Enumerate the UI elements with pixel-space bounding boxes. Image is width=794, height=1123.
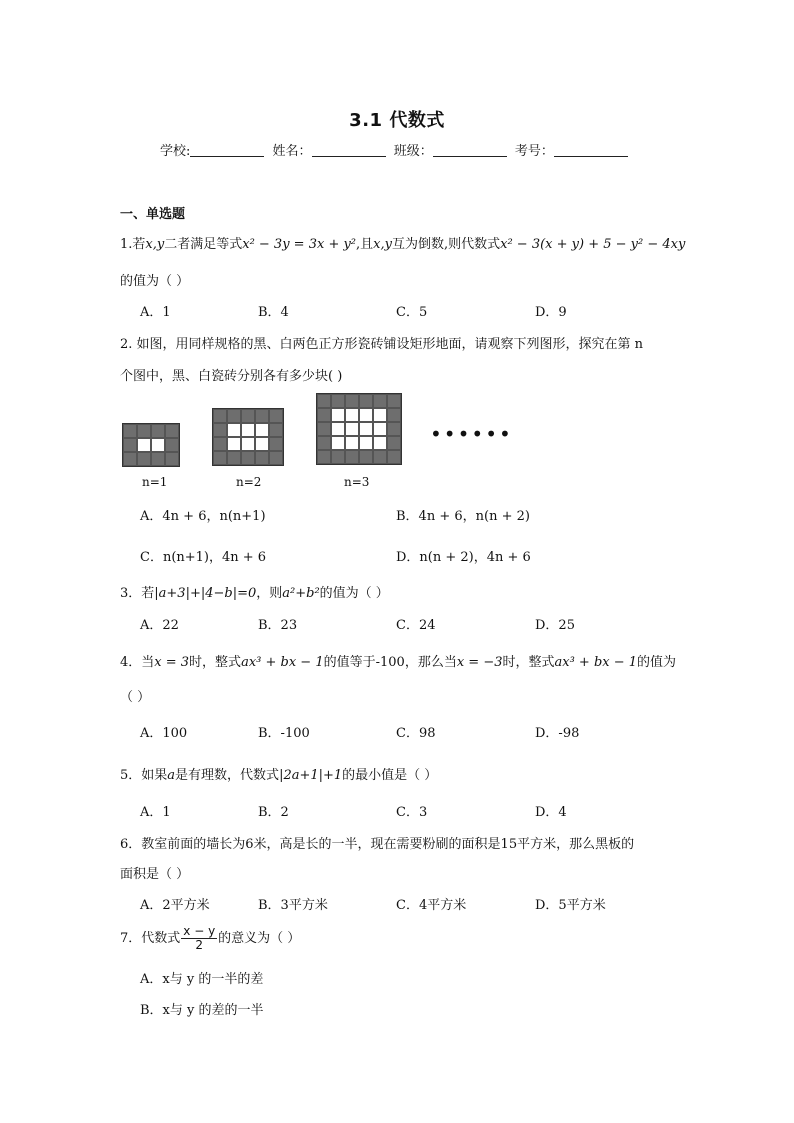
section-heading: 一、单选题 — [120, 207, 186, 222]
black-tile — [123, 452, 137, 466]
tile-figure-n1 — [122, 423, 180, 467]
fraction-numerator: x − y — [183, 924, 216, 938]
white-tile — [241, 437, 255, 451]
black-tile — [151, 452, 165, 466]
q2-option-c[interactable]: C．n(n+1)，4n + 6 — [140, 550, 267, 565]
black-tile — [165, 438, 179, 452]
black-tile — [345, 394, 359, 408]
black-tile — [387, 436, 401, 450]
black-tile — [165, 452, 179, 466]
q7-option-a[interactable]: A．x与 y 的一半的差 — [140, 972, 264, 987]
q4-text: 的值等于-100，那么当 — [323, 655, 457, 670]
q1-var: x,y — [373, 237, 392, 252]
q3-option-c[interactable]: C．24 — [396, 618, 436, 633]
q5-text: 是有理数，代数式 — [175, 768, 280, 783]
black-tile — [331, 450, 345, 464]
black-tile — [317, 408, 331, 422]
q4-option-d[interactable]: D．-98 — [535, 726, 580, 741]
continuation-dots: •••••• — [430, 422, 513, 446]
black-tile — [331, 394, 345, 408]
black-tile — [151, 424, 165, 438]
white-tile — [331, 422, 345, 436]
q1-text: 1.若 — [120, 237, 146, 252]
fraction-denominator: 2 — [195, 938, 204, 952]
q1-option-c[interactable]: C．5 — [396, 305, 428, 320]
q5-option-c[interactable]: C．3 — [396, 805, 428, 820]
black-tile — [213, 423, 227, 437]
black-tile — [213, 451, 227, 465]
question-4-stem — [120, 651, 676, 670]
white-tile — [359, 436, 373, 450]
q7-text: 的意义为（ ） — [218, 931, 301, 946]
black-tile — [317, 394, 331, 408]
black-tile — [373, 450, 387, 464]
white-tile — [227, 437, 241, 451]
black-tile — [387, 394, 401, 408]
q4-expression: ax³ + bx − 1 — [554, 655, 638, 670]
number-label: 考号： — [514, 144, 554, 159]
question-1-stem — [120, 233, 685, 252]
q4-condition: x = 3 — [154, 655, 190, 670]
question-3-stem — [120, 582, 389, 601]
q2-option-a[interactable]: A．4n + 6，n(n+1) — [140, 509, 266, 524]
black-tile — [255, 451, 269, 465]
q5-option-a[interactable]: A．1 — [140, 805, 171, 820]
q6-option-b[interactable]: B．3平方米 — [258, 898, 328, 913]
white-tile — [227, 423, 241, 437]
white-tile — [255, 437, 269, 451]
black-tile — [227, 409, 241, 423]
q5-var: a — [167, 768, 176, 783]
black-tile — [241, 451, 255, 465]
q1-expression: x² − 3(x + y) + 5 − y² − 4xy — [500, 237, 686, 252]
q4-expression: ax³ + bx − 1 — [241, 655, 324, 670]
question-2-stem: 2. 如图，用同样规格的黑、白两色正方形瓷砖铺设矩形地面，请观察下列图形，探究在第 n — [120, 337, 644, 352]
q1-text: 二者满足等式 — [164, 237, 243, 252]
q4-condition: x = −3 — [456, 655, 503, 670]
white-tile — [151, 438, 165, 452]
q5-text: 的最小值是（ ） — [342, 768, 438, 783]
page-title: 3.1 代数式 — [349, 110, 445, 131]
white-tile — [331, 408, 345, 422]
black-tile — [345, 450, 359, 464]
black-tile — [213, 437, 227, 451]
black-tile — [269, 423, 283, 437]
black-tile — [387, 450, 401, 464]
white-tile — [331, 436, 345, 450]
q4-option-c[interactable]: C．98 — [396, 726, 436, 741]
q5-expression: |2a+1|+1 — [279, 768, 343, 783]
white-tile — [241, 423, 255, 437]
question-2-stem-2: 个图中，黑、白瓷砖分别各有多少块( ) — [120, 369, 343, 384]
q4-option-a[interactable]: A．100 — [140, 726, 188, 741]
question-4-stem-2: （ ） — [120, 690, 151, 705]
q6-option-c[interactable]: C．4平方米 — [396, 898, 467, 913]
q1-equation: x² − 3y = 3x + y² — [242, 237, 357, 252]
q1-text: ,且 — [356, 237, 374, 252]
q1-option-d[interactable]: D．9 — [535, 305, 567, 320]
black-tile — [213, 409, 227, 423]
q5-text: 5．如果 — [120, 768, 168, 783]
black-tile — [123, 438, 137, 452]
school-label: 学校: — [160, 144, 191, 159]
q3-option-a[interactable]: A．22 — [140, 618, 179, 633]
black-tile — [387, 422, 401, 436]
question-5-stem — [120, 764, 437, 783]
black-tile — [317, 450, 331, 464]
black-tile — [137, 452, 151, 466]
q2-option-b[interactable]: B．4n + 6，n(n + 2) — [396, 509, 530, 524]
white-tile — [345, 436, 359, 450]
black-tile — [373, 394, 387, 408]
black-tile — [269, 409, 283, 423]
q1-option-b[interactable]: B．4 — [258, 305, 289, 320]
white-tile — [255, 423, 269, 437]
white-tile — [359, 408, 373, 422]
class-label: 班级： — [393, 144, 433, 159]
white-tile — [137, 438, 151, 452]
q3-text: ，则 — [256, 586, 283, 601]
black-tile — [269, 437, 283, 451]
q3-option-b[interactable]: B．23 — [258, 618, 298, 633]
black-tile — [165, 424, 179, 438]
q4-option-b[interactable]: B．-100 — [258, 726, 310, 741]
black-tile — [123, 424, 137, 438]
q4-text: 的值为 — [637, 655, 677, 670]
caption-n3: n=3 — [344, 475, 370, 489]
q3-expression: a²+b² — [282, 586, 320, 601]
q1-text: 互为倒数,则代数式 — [391, 237, 501, 252]
tile-figure-n2 — [212, 408, 284, 466]
q6-option-a[interactable]: A．2平方米 — [140, 898, 210, 913]
black-tile — [317, 422, 331, 436]
white-tile — [345, 422, 359, 436]
black-tile — [359, 450, 373, 464]
black-tile — [359, 394, 373, 408]
student-info — [160, 140, 632, 159]
q3-text: 3．若 — [120, 586, 155, 601]
black-tile — [269, 451, 283, 465]
question-6-stem: 6．教室前面的墙长为6米，高是长的一半，现在需要粉刷的面积是15平方米，那么黑板的 — [120, 837, 635, 852]
name-blank — [312, 142, 386, 157]
school-blank — [190, 142, 264, 157]
white-tile — [359, 422, 373, 436]
q3-option-d[interactable]: D．25 — [535, 618, 575, 633]
q1-option-a[interactable]: A．1 — [140, 305, 171, 320]
caption-n2: n=2 — [236, 475, 262, 489]
black-tile — [317, 436, 331, 450]
question-1-stem-2: 的值为（ ） — [120, 274, 190, 289]
q7-option-b[interactable]: B．x与 y 的差的一半 — [140, 1003, 264, 1018]
q5-option-b[interactable]: B．2 — [258, 805, 289, 820]
q6-option-d[interactable]: D．5平方米 — [535, 898, 606, 913]
question-6-stem-2: 面积是（ ） — [120, 867, 190, 882]
black-tile — [387, 408, 401, 422]
q4-text: 时，整式 — [189, 655, 242, 670]
black-tile — [241, 409, 255, 423]
q7-text: 7．代数式 — [120, 931, 181, 946]
white-tile — [345, 408, 359, 422]
q2-option-d[interactable]: D．n(n + 2)，4n + 6 — [396, 550, 531, 565]
q3-text: 的值为（ ） — [319, 586, 389, 601]
class-blank — [433, 142, 507, 157]
black-tile — [227, 451, 241, 465]
white-tile — [373, 436, 387, 450]
q7-fraction — [181, 925, 217, 952]
q1-var: x,y — [145, 237, 165, 252]
q5-option-d[interactable]: D．4 — [535, 805, 567, 820]
caption-n1: n=1 — [142, 475, 168, 489]
q4-text: 时，整式 — [502, 655, 555, 670]
q3-equation: |a+3|+|4−b|=0 — [154, 586, 257, 601]
question-7-stem — [120, 925, 300, 952]
black-tile — [255, 409, 269, 423]
tile-figure-n3 — [316, 393, 402, 465]
number-blank — [554, 142, 628, 157]
name-label: 姓名： — [272, 144, 312, 159]
q4-text: 4．当 — [120, 655, 155, 670]
white-tile — [373, 408, 387, 422]
black-tile — [137, 424, 151, 438]
white-tile — [373, 422, 387, 436]
